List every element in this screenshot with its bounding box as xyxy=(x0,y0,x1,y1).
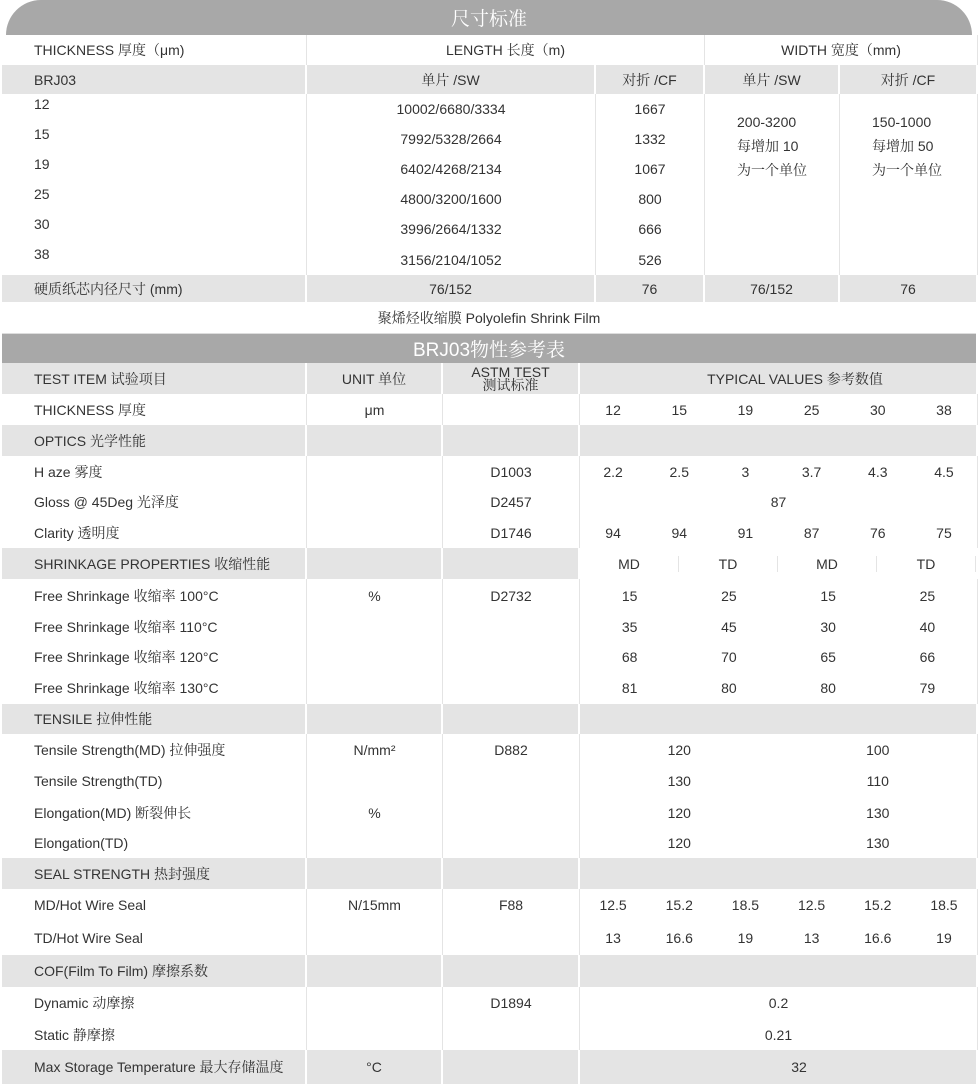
title-text: 尺寸标准 xyxy=(450,9,527,30)
table-row xyxy=(2,456,978,487)
astm-cell: D2457 xyxy=(443,487,580,517)
width-sw-line: 每增加 10 xyxy=(737,138,799,154)
length-sw-cell: 3156/2104/1052 xyxy=(307,244,596,275)
test-item: Clarity 透明度 xyxy=(2,517,307,548)
thickness-cell: 15 xyxy=(2,124,307,154)
table-row xyxy=(2,987,978,1019)
astm-cell xyxy=(443,548,580,579)
value: 87 xyxy=(770,494,787,510)
test-item: Dynamic 动摩擦 xyxy=(2,987,307,1019)
values-cell xyxy=(580,828,978,858)
width-cf-header: 对折 /CF xyxy=(840,65,978,94)
value: 81 xyxy=(621,680,638,696)
length-cf-cell: 1667 xyxy=(596,94,705,124)
length-sw-cell: 7992/5328/2664 xyxy=(307,124,596,154)
unit-cell: °C xyxy=(307,1050,443,1084)
test-item: Static 静摩擦 xyxy=(2,1019,307,1050)
value: 15 xyxy=(820,587,836,604)
length-sw-cell: 6402/4268/2134 xyxy=(307,154,596,184)
test-item: TENSILE 拉伸性能 xyxy=(2,704,307,734)
value: 15 xyxy=(621,587,638,604)
thickness-cell: 19 xyxy=(2,154,307,184)
properties-table xyxy=(0,363,978,1084)
values-cell xyxy=(580,672,978,704)
unit-cell xyxy=(307,828,443,858)
astm-cell xyxy=(443,797,580,828)
values-cell xyxy=(580,487,978,517)
value: 40 xyxy=(919,618,936,635)
value: 0.21 xyxy=(764,1026,793,1043)
value: 15.2 xyxy=(864,897,892,913)
width-sw-header: 单片 /SW xyxy=(705,65,840,94)
value: 68 xyxy=(621,648,638,665)
astm-cell: D1003 xyxy=(443,456,580,487)
test-item: Tensile Strength(MD) 拉伸强度 xyxy=(2,734,307,765)
length-cf-cell: 666 xyxy=(596,214,705,244)
value: 3 xyxy=(741,463,750,480)
value: 25 xyxy=(919,587,936,604)
value: MD xyxy=(580,556,679,572)
astm-cell xyxy=(443,363,580,394)
test-item: Free Shrinkage 收缩率 110°C xyxy=(2,612,307,641)
unit-cell: UNIT 单位 xyxy=(307,363,443,394)
values-cell xyxy=(580,425,978,456)
value: 3.7 xyxy=(801,463,822,480)
width-cf-line: 150-1000 xyxy=(872,114,932,130)
width-cf-line: 为一个单位 xyxy=(872,162,942,178)
astm-cell: D2732 xyxy=(443,579,580,612)
table-row xyxy=(2,858,978,889)
unit-cell: μm xyxy=(307,394,443,425)
value: 130 xyxy=(866,835,890,851)
value: 19 xyxy=(737,930,754,946)
unit-cell xyxy=(307,641,443,672)
value: 15.2 xyxy=(665,897,693,913)
astm-cell xyxy=(443,828,580,858)
values-cell xyxy=(580,456,978,487)
astm-cell xyxy=(443,394,580,425)
values-cell xyxy=(580,765,978,797)
thickness-cell: 25 xyxy=(2,184,307,214)
width-cf-range xyxy=(840,94,978,275)
astm-cell xyxy=(443,1050,580,1084)
value: 16.6 xyxy=(665,930,693,946)
values-cell xyxy=(580,955,978,987)
value: 130 xyxy=(667,773,691,789)
title-text: BRJ03物性参考表 xyxy=(412,340,566,361)
test-item: COF(Film To Film) 摩擦系数 xyxy=(2,955,307,987)
value: 120 xyxy=(667,741,691,758)
unit-cell xyxy=(307,955,443,987)
value: 94 xyxy=(671,524,688,541)
properties-title xyxy=(2,333,976,363)
table-row xyxy=(2,641,978,672)
value: 30 xyxy=(820,618,836,635)
test-item: TEST ITEM 试验项目 xyxy=(2,363,307,394)
values-cell xyxy=(580,797,978,828)
test-item: Free Shrinkage 收缩率 100°C xyxy=(2,579,307,612)
length-sw-cell: 3996/2664/1332 xyxy=(307,214,596,244)
table-row xyxy=(2,921,978,955)
table-row xyxy=(2,734,978,765)
width-sw-range xyxy=(705,94,840,275)
length-cf-cell: 1332 xyxy=(596,124,705,154)
astm-cell: F88 xyxy=(443,889,580,921)
value: 4.3 xyxy=(868,463,888,480)
value: 79 xyxy=(919,680,936,696)
thickness-cell: 30 xyxy=(2,214,307,244)
astm-cell xyxy=(443,612,580,641)
value: 94 xyxy=(605,524,621,541)
value: 75 xyxy=(936,524,952,541)
table-row xyxy=(2,704,978,734)
value: 91 xyxy=(737,524,754,541)
size-table xyxy=(2,35,978,302)
unit-cell: % xyxy=(307,797,443,828)
value: 16.6 xyxy=(864,930,892,946)
value: 76 xyxy=(869,524,886,541)
astm-line: ASTM TEST xyxy=(471,363,550,380)
value: 35 xyxy=(621,618,638,635)
value: 66 xyxy=(919,648,936,665)
thickness-cell: 12 xyxy=(2,94,307,124)
value: 13 xyxy=(605,930,621,946)
value: 18.5 xyxy=(930,897,958,913)
astm-cell xyxy=(443,858,580,889)
core-width-sw: 76/152 xyxy=(705,275,840,302)
astm-cell xyxy=(443,641,580,672)
length-cf-cell: 800 xyxy=(596,184,705,214)
values-cell xyxy=(580,858,978,889)
length-cf-header: 对折 /CF xyxy=(596,65,705,94)
width-sw-line: 为一个单位 xyxy=(737,162,807,178)
astm-cell: D1894 xyxy=(443,987,580,1019)
table-row xyxy=(2,425,978,456)
table-row xyxy=(2,1019,978,1050)
value: 120 xyxy=(667,835,691,851)
table-row xyxy=(2,394,978,425)
unit-cell xyxy=(307,858,443,889)
value: TD xyxy=(877,556,976,572)
table-row xyxy=(2,672,978,704)
astm-line: 测试标准 xyxy=(482,376,539,393)
astm-cell xyxy=(443,704,580,734)
value: 25 xyxy=(803,401,820,418)
width-cf-line: 每增加 50 xyxy=(872,138,934,154)
unit-cell xyxy=(307,1019,443,1050)
test-item: H aze 雾度 xyxy=(2,456,307,487)
test-item: THICKNESS 厚度 xyxy=(2,394,307,425)
value: 19 xyxy=(936,930,952,946)
value: 45 xyxy=(721,618,737,635)
thickness-header: THICKNESS 厚度（μm) xyxy=(2,35,307,65)
unit-cell xyxy=(307,672,443,704)
model-cell: BRJ03 xyxy=(2,65,307,94)
astm-cell xyxy=(443,765,580,797)
unit-cell xyxy=(307,704,443,734)
value: 38 xyxy=(936,401,952,418)
value: 0.2 xyxy=(768,995,789,1011)
values-cell xyxy=(580,889,978,921)
test-item: SHRINKAGE PROPERTIES 收缩性能 xyxy=(2,548,307,579)
test-item: TD/Hot Wire Seal xyxy=(2,921,307,955)
value: 2.2 xyxy=(603,463,623,480)
value: 12.5 xyxy=(797,897,826,913)
value: 120 xyxy=(667,804,691,821)
values-cell xyxy=(580,734,978,765)
value: 2.5 xyxy=(669,463,689,480)
table-row xyxy=(2,363,978,394)
length-sw-cell: 4800/3200/1600 xyxy=(307,184,596,214)
astm-cell xyxy=(443,921,580,955)
value: 18.5 xyxy=(731,897,760,913)
table-row xyxy=(2,828,978,858)
values-cell xyxy=(580,704,978,734)
thickness-cell: 38 xyxy=(2,244,307,275)
values-cell xyxy=(580,548,978,579)
test-item: Elongation(TD) xyxy=(2,828,307,858)
table-row xyxy=(2,579,978,612)
value: 110 xyxy=(866,773,889,789)
table-row xyxy=(2,612,978,641)
length-header: LENGTH 长度（m) xyxy=(307,35,705,65)
unit-cell xyxy=(307,612,443,641)
value: 80 xyxy=(820,680,836,696)
unit-cell: N/15mm xyxy=(307,889,443,921)
unit-cell: N/mm² xyxy=(307,734,443,765)
astm-cell: D882 xyxy=(443,734,580,765)
test-item: Max Storage Temperature 最大存储温度 xyxy=(2,1050,307,1084)
values-cell xyxy=(580,987,978,1019)
unit-cell: % xyxy=(307,579,443,612)
table-row xyxy=(2,548,978,579)
astm-cell xyxy=(443,425,580,456)
test-item: OPTICS 光学性能 xyxy=(2,425,307,456)
values-cell xyxy=(580,1050,978,1084)
width-sw-line: 200-3200 xyxy=(737,114,797,130)
unit-cell xyxy=(307,921,443,955)
astm-cell: D1746 xyxy=(443,517,580,548)
test-item: Gloss @ 45Deg 光泽度 xyxy=(2,487,307,517)
value: 100 xyxy=(866,741,890,758)
core-width-cf: 76 xyxy=(840,275,978,302)
value: 12 xyxy=(605,401,621,418)
value: 80 xyxy=(721,680,737,696)
test-item: Free Shrinkage 收缩率 130°C xyxy=(2,672,307,704)
table-row xyxy=(2,517,978,548)
table-row xyxy=(2,797,978,828)
unit-cell xyxy=(307,765,443,797)
values-cell xyxy=(580,612,978,641)
value: 19 xyxy=(737,401,754,418)
width-header: WIDTH 宽度（mm) xyxy=(705,35,978,65)
value: 65 xyxy=(820,648,836,665)
value: 70 xyxy=(721,648,737,665)
astm-cell xyxy=(443,672,580,704)
value: 87 xyxy=(803,524,820,541)
test-item: MD/Hot Wire Seal xyxy=(2,889,307,921)
values-cell xyxy=(580,517,978,548)
value: 13 xyxy=(803,930,820,946)
unit-cell xyxy=(307,548,443,579)
values-cell xyxy=(580,641,978,672)
length-sw-header: 单片 /SW xyxy=(307,65,596,94)
value: 32 xyxy=(791,1059,807,1075)
unit-cell xyxy=(307,425,443,456)
value: 30 xyxy=(869,401,886,418)
unit-cell xyxy=(307,987,443,1019)
value: 130 xyxy=(866,804,890,821)
values-cell xyxy=(580,363,978,394)
table-row xyxy=(2,955,978,987)
value: TYPICAL VALUES 参考数值 xyxy=(707,370,883,387)
values-cell xyxy=(580,579,978,612)
value: 12.5 xyxy=(599,897,627,913)
test-item: SEAL STRENGTH 热封强度 xyxy=(2,858,307,889)
values-cell xyxy=(580,394,978,425)
length-sw-cell: 10002/6680/3334 xyxy=(307,94,596,124)
unit-cell xyxy=(307,487,443,517)
value: 25 xyxy=(721,587,737,604)
value: 15 xyxy=(671,401,688,418)
astm-cell xyxy=(443,955,580,987)
film-caption: 聚烯烃收缩膜 Polyolefin Shrink Film xyxy=(377,309,601,326)
table-row xyxy=(2,765,978,797)
length-cf-cell: 1067 xyxy=(596,154,705,184)
test-item: Free Shrinkage 收缩率 120°C xyxy=(2,641,307,672)
size-standard-title xyxy=(6,0,972,35)
unit-cell xyxy=(307,517,443,548)
test-item: Elongation(MD) 断裂伸长 xyxy=(2,797,307,828)
unit-cell xyxy=(307,456,443,487)
test-item: Tensile Strength(TD) xyxy=(2,765,307,797)
values-cell xyxy=(580,921,978,955)
core-label: 硬质纸芯内径尺寸 (mm) xyxy=(2,275,307,302)
values-cell xyxy=(580,1019,978,1050)
table-row xyxy=(2,1050,978,1084)
value: MD xyxy=(778,556,877,572)
core-length-sw: 76/152 xyxy=(307,275,596,302)
core-length-cf: 76 xyxy=(596,275,705,302)
astm-cell xyxy=(443,1019,580,1050)
length-cf-cell: 526 xyxy=(596,244,705,275)
value: 4.5 xyxy=(934,463,954,480)
value: TD xyxy=(679,556,778,572)
table-row xyxy=(2,487,978,517)
table-row xyxy=(2,889,978,921)
